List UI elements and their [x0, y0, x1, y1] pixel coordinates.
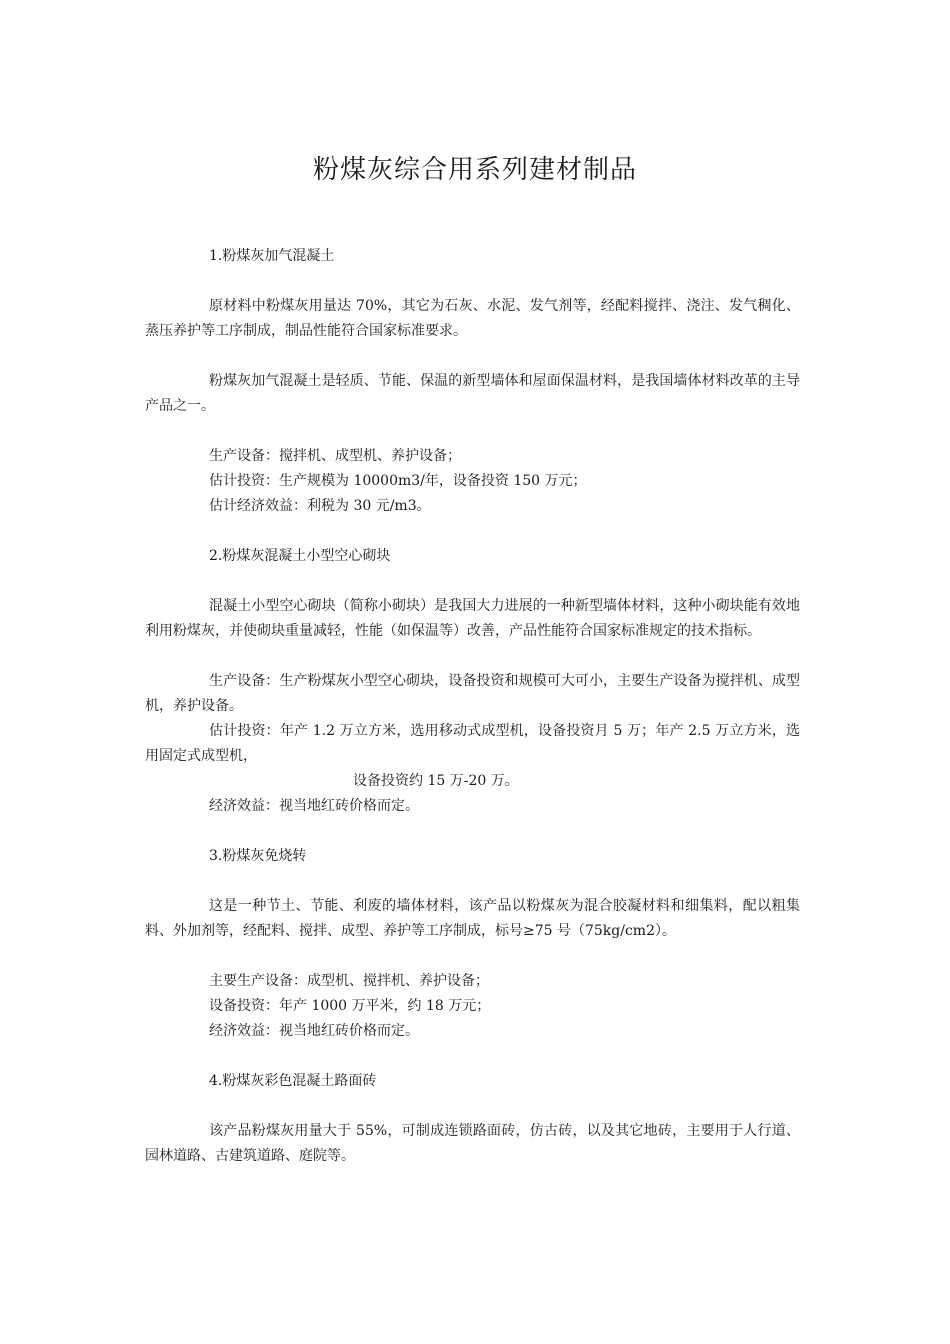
- spec-line: 估计经济效益：利税为 30 元/m3。: [209, 498, 431, 514]
- document-title: 粉煤灰综合用系列建材制品: [312, 155, 637, 185]
- spec-line: 估计投资：年产 1.2 万立方米，选用移动式成型机，设备投资月 5 万；年产 2.5 万立方米，选用固定式成型机，: [145, 723, 800, 764]
- body-paragraph: 原材料中粉煤灰用量达 70%，其它为石灰、水泥、发气剂等，经配料搅拌、浇注、发气稠化、蒸压养护等工序制成，制品性能符合国家标准要求。: [145, 298, 800, 339]
- spec-line: 主要生产设备：成型机、搅拌机、养护设备；: [209, 973, 489, 989]
- body-paragraph: 粉煤灰加气混凝土是轻质、节能、保温的新型墙体和屋面保温材料，是我国墙体材料改革的主导产品之一。: [145, 373, 800, 414]
- section-heading: 3.粉煤灰免烧转: [209, 848, 307, 864]
- spec-line: 设备投资约 15 万-20 万。: [353, 773, 519, 789]
- spec-line: 估计投资：生产规模为 10000m3/年，设备投资 150 万元；: [209, 473, 587, 489]
- spec-line: 生产设备：搅拌机、成型机、养护设备；: [209, 448, 461, 464]
- spec-line: 经济效益：视当地红砖价格而定。: [209, 798, 419, 814]
- spec-line: 经济效益：视当地红砖价格而定。: [209, 1023, 419, 1039]
- spec-line: 设备投资：年产 1000 万平米，约 18 万元；: [209, 998, 491, 1014]
- document-body: [145, 244, 800, 1169]
- section-heading: 2.粉煤灰混凝土小型空心砌块: [209, 548, 391, 564]
- section-heading: 1.粉煤灰加气混凝土: [209, 248, 335, 264]
- section-heading: 4.粉煤灰彩色混凝土路面砖: [209, 1073, 377, 1089]
- spec-line: 生产设备：生产粉煤灰小型空心砌块，设备投资和规模可大可小，主要生产设备为搅拌机、成型机，养护设备。: [145, 673, 800, 714]
- body-paragraph: 这是一种节土、节能、利废的墙体材料，该产品以粉煤灰为混合胶凝材料和细集料，配以粗集料、外加剂等，经配料、搅拌、成型、养护等工序制成，标号≥75 号（75kg/cm2）。: [145, 898, 800, 939]
- body-paragraph: 该产品粉煤灰用量大于 55%，可制成连锁路面砖，仿古砖，以及其它地砖，主要用于人行道、园林道路、古建筑道路、庭院等。: [145, 1123, 800, 1164]
- body-paragraph: 混凝土小型空心砌块（简称小砌块）是我国大力进展的一种新型墙体材料，这种小砌块能有效地利用粉煤灰，并使砌块重量减轻，性能（如保温等）改善，产品性能符合国家标准规定的技术指标。: [145, 598, 800, 639]
